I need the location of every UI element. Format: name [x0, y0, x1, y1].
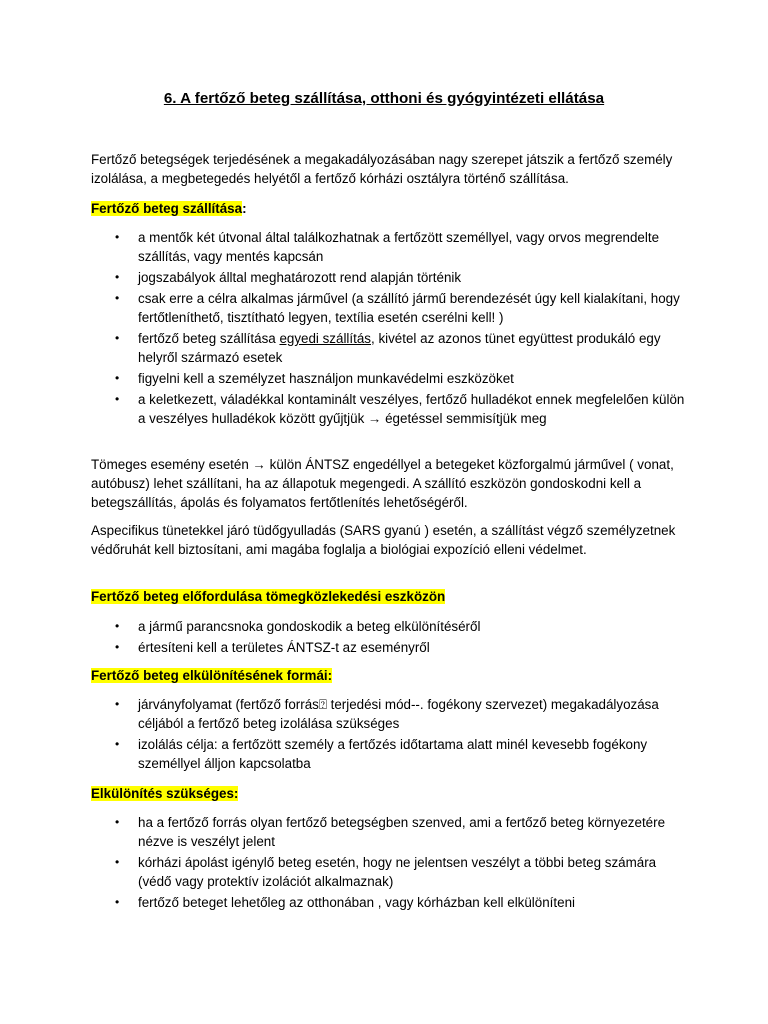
list-item — [91, 695, 691, 733]
page-title: 6. A fertőző beteg szállítása, otthoni és gyógyintézeti ellátása — [163, 90, 605, 107]
sars-paragraph: Aspecifikus tünetekkel járó tüdőgyulladás (SARS gyanú ) esetén, a szállítást végző személyzetnek védőruhát kell biztosítani, ami magába foglalja a biológiai expozíció elleni védelmet. — [91, 523, 676, 557]
list-item-text: izolálás célja: a fertőzött személy a fertőzés időtartama alatt minél kevesebb fogékony személlyel álljon kapcsolatba — [138, 737, 648, 771]
list-item — [91, 735, 691, 773]
list-item-text: a mentők két útvonal által találkozhatnak a fertőzött személlyel, vagy orvos megrendelte szállítás, vagy mentés kapcsán — [138, 230, 660, 264]
list-item — [91, 390, 691, 428]
bullet-icon: • — [115, 270, 120, 284]
list-item-text: értesíteni kell a területes ÁNTSZ-t az eseményről — [138, 640, 430, 655]
bullet-icon: • — [115, 392, 120, 406]
bullet-icon: • — [115, 371, 120, 385]
section-heading-public-transport — [91, 587, 445, 606]
list-item-text-pre: fertőző beteg szállítása — [138, 331, 280, 346]
bullet-icon: • — [115, 855, 120, 869]
underlined-term: egyedi szállítás — [279, 331, 371, 346]
section-heading-isolation-forms — [91, 666, 332, 685]
bullet-icon: • — [115, 895, 120, 909]
mass-event-paragraph: Tömeges esemény esetén → külön ÁNTSZ engedéllyel a betegeket közforgalmú járművel ( vonat, autóbusz) lehet szállítani, ha az állapotuk megengedi. A szállító eszközön gondoskodni kell a betegszállítás, ápolás és folyamatos fertőtlenítés lehetőségéről. — [91, 457, 674, 510]
bullet-icon: • — [115, 619, 120, 633]
list-item-text: kórházi ápolást igénylő beteg esetén, hogy ne jelentsen veszélyt a többi beteg számára (védő vagy protektív izolációt alkalmaznak) — [138, 855, 657, 889]
bullet-icon: • — [115, 230, 120, 244]
section-heading-transport — [91, 199, 247, 218]
list-item-text: jogszabályok álltal meghatározott rend alapján történik — [138, 270, 462, 285]
list-item — [91, 268, 691, 287]
list-item-text: a jármű parancsnoka gondoskodik a beteg elkülönítéséről — [138, 619, 481, 634]
public-transport-list — [91, 617, 691, 659]
bullet-icon: • — [115, 640, 120, 654]
list-item — [91, 813, 691, 851]
transport-list — [91, 228, 691, 430]
isolation-needed-list — [91, 813, 691, 914]
list-item-text: a keletkezett, váladékkal kontaminált veszélyes, fertőző hulladékot ennek megfelelően külön a veszélyes hulladékok között gyűjtjük → égetéssel semmisítjük meg — [138, 392, 685, 426]
section-heading-transport-label: Fertőző beteg szállítása — [91, 201, 243, 216]
list-item-text-post: , kivétel az azonos tünet együttest produkáló egy helyről származó esetek — [138, 331, 661, 365]
bullet-icon: • — [115, 815, 120, 829]
list-item-text: járványfolyamat (fertőző forrás⍰ terjedési mód--. fogékony szervezet) megakadályozása céljából a fertőző beteg izolálása szükséges — [138, 697, 659, 731]
list-item-text: csak erre a célra alkalmas járművel (a szállító jármű berendezését úgy kell kialakítani, hogy fertőtleníthető, tisztítható legyen, textília esetén cserélni kell! ) — [138, 291, 680, 325]
isolation-forms-list — [91, 695, 691, 775]
list-item — [91, 329, 691, 367]
list-item — [91, 228, 691, 266]
bullet-icon: • — [115, 331, 120, 345]
bullet-icon: • — [115, 291, 120, 305]
list-item — [91, 893, 691, 912]
list-item — [91, 369, 691, 388]
section-heading-isolation-forms-label: Fertőző beteg elkülönítésének formái: — [91, 668, 333, 683]
section-heading-isolation-needed-label: Elkülönítés szükséges: — [91, 786, 239, 801]
section-heading-isolation-needed — [91, 784, 238, 803]
list-item — [91, 638, 691, 657]
list-item-text: ha a fertőző forrás olyan fertőző betegségben szenved, ami a fertőző beteg környezetére nézve is veszélyt jelent — [138, 815, 666, 849]
bullet-icon: • — [115, 737, 120, 751]
list-item-text: fertőző beteget lehetőleg az otthonában , vagy kórházban kell elkülöníteni — [138, 895, 575, 910]
section-heading-public-transport-label: Fertőző beteg előfordulása tömegközlekedési eszközön — [91, 589, 446, 604]
section-heading-transport-colon: : — [242, 201, 247, 216]
list-item — [91, 853, 691, 891]
list-item-text: figyelni kell a személyzet használjon munkavédelmi eszközöket — [138, 371, 514, 386]
bullet-icon: • — [115, 697, 120, 711]
list-item — [91, 289, 691, 327]
list-item — [91, 617, 691, 636]
intro-paragraph: Fertőző betegségek terjedésének a megakadályozásában nagy szerepet játszik a fertőző személy izolálása, a megbetegedés helyétől a fertőző kórházi osztályra történő szállítása. — [91, 152, 673, 186]
